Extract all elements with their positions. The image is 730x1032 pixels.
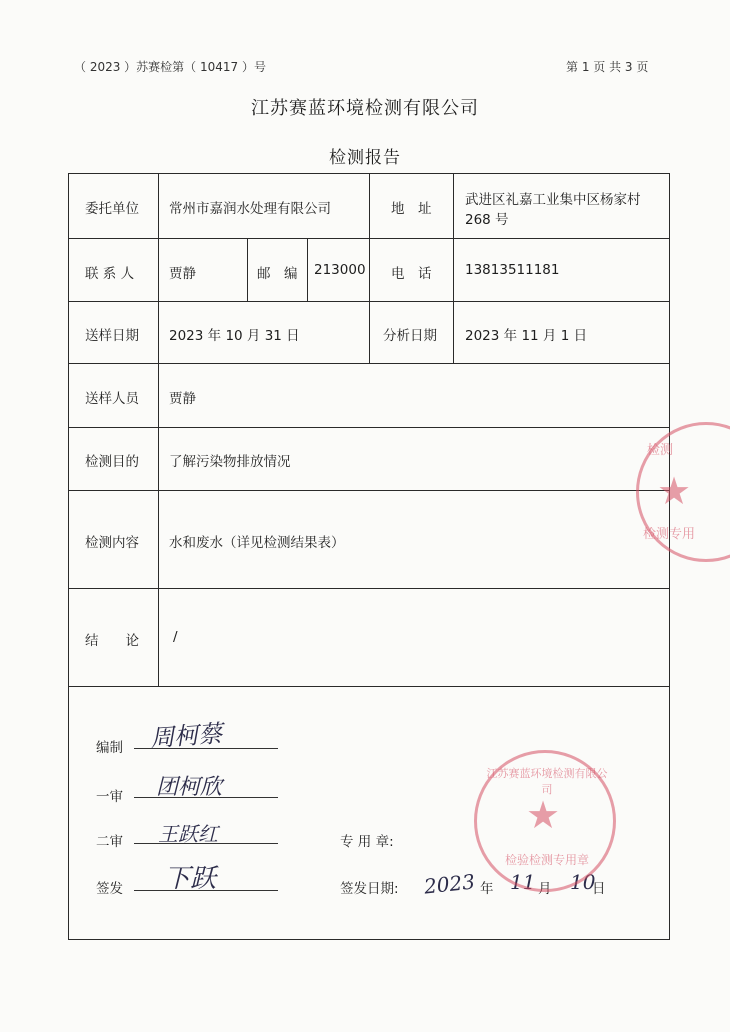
side-stamp-bottom-text: 检测专用 (643, 527, 696, 542)
col-divider (247, 238, 248, 301)
official-seal-stamp (474, 750, 616, 892)
postcode-label: 邮 编 (257, 266, 298, 282)
report-number: （ 2023 ）苏赛检第（ 10417 ）号 (74, 60, 266, 74)
row-divider (69, 363, 669, 364)
row-divider (69, 490, 669, 491)
report-title: 检测报告 (329, 148, 401, 168)
approve-label: 签发 (96, 881, 123, 897)
compile-signature: 周柯蔡 (149, 719, 224, 753)
client-label: 委托单位 (85, 201, 139, 217)
analysis-date-label: 分析日期 (383, 328, 437, 344)
review1-signature: 团柯欣 (156, 775, 223, 800)
star-icon: ★ (657, 469, 692, 513)
compile-label: 编制 (96, 740, 123, 756)
review2-signature: 王跃红 (158, 822, 218, 846)
conclusion-value: / (173, 629, 178, 645)
issue-year: 2023 (422, 869, 477, 899)
seal-stamp-top-text: 江苏赛蓝环境检测有限公司 (486, 767, 608, 796)
purpose-value: 了解污染物排放情况 (169, 454, 291, 470)
col-divider (369, 174, 370, 238)
review2-label: 二审 (96, 834, 123, 850)
row-divider (69, 427, 669, 428)
col-divider (369, 238, 370, 301)
sender-value: 贾静 (169, 391, 196, 407)
analysis-date-value: 2023 年 11 月 1 日 (465, 328, 588, 344)
col-divider (158, 174, 159, 686)
col-divider (453, 174, 454, 363)
address-line1: 武进区礼嘉工业集中区杨家村 (465, 192, 641, 208)
send-date-label: 送样日期 (85, 328, 139, 344)
contact-value: 贾静 (169, 266, 196, 282)
row-divider (69, 686, 669, 687)
content-label: 检测内容 (85, 535, 139, 551)
purpose-label: 检测目的 (85, 454, 139, 470)
side-stamp-top-text: 检测 (647, 443, 674, 458)
sender-label: 送样人员 (85, 391, 139, 407)
row-divider (69, 588, 669, 589)
approve-signature: 下跃 (164, 864, 217, 894)
issue-month-unit: 月 (538, 881, 552, 897)
contact-label: 联 系 人 (85, 266, 135, 282)
issue-year-unit: 年 (480, 881, 494, 897)
postcode-value: 213000 (314, 262, 366, 278)
client-value: 常州市嘉润水处理有限公司 (169, 201, 331, 217)
address-label: 地 址 (391, 201, 432, 217)
phone-value: 13813511181 (465, 262, 560, 278)
issue-date-label: 签发日期: (340, 881, 399, 897)
review1-label: 一审 (96, 789, 123, 805)
phone-label: 电 话 (391, 266, 432, 282)
side-seal-stamp (636, 422, 730, 562)
content-value: 水和废水（详见检测结果表） (169, 535, 345, 551)
address-line2: 268 号 (465, 212, 509, 228)
seal-label: 专 用 章: (340, 834, 394, 850)
star-icon: ★ (526, 793, 561, 837)
issue-day-unit: 日 (592, 881, 606, 897)
issue-day: 10 (570, 870, 596, 894)
issue-month: 11 (510, 870, 536, 894)
page-info: 第 1 页 共 3 页 (566, 60, 649, 74)
send-date-value: 2023 年 10 月 31 日 (169, 328, 300, 344)
company-name: 江苏赛蓝环境检测有限公司 (251, 98, 479, 119)
conclusion-label: 结 论 (85, 633, 139, 649)
seal-stamp-bottom-text: 检验检测专用章 (504, 853, 589, 867)
col-divider (369, 301, 370, 363)
col-divider (307, 238, 308, 301)
